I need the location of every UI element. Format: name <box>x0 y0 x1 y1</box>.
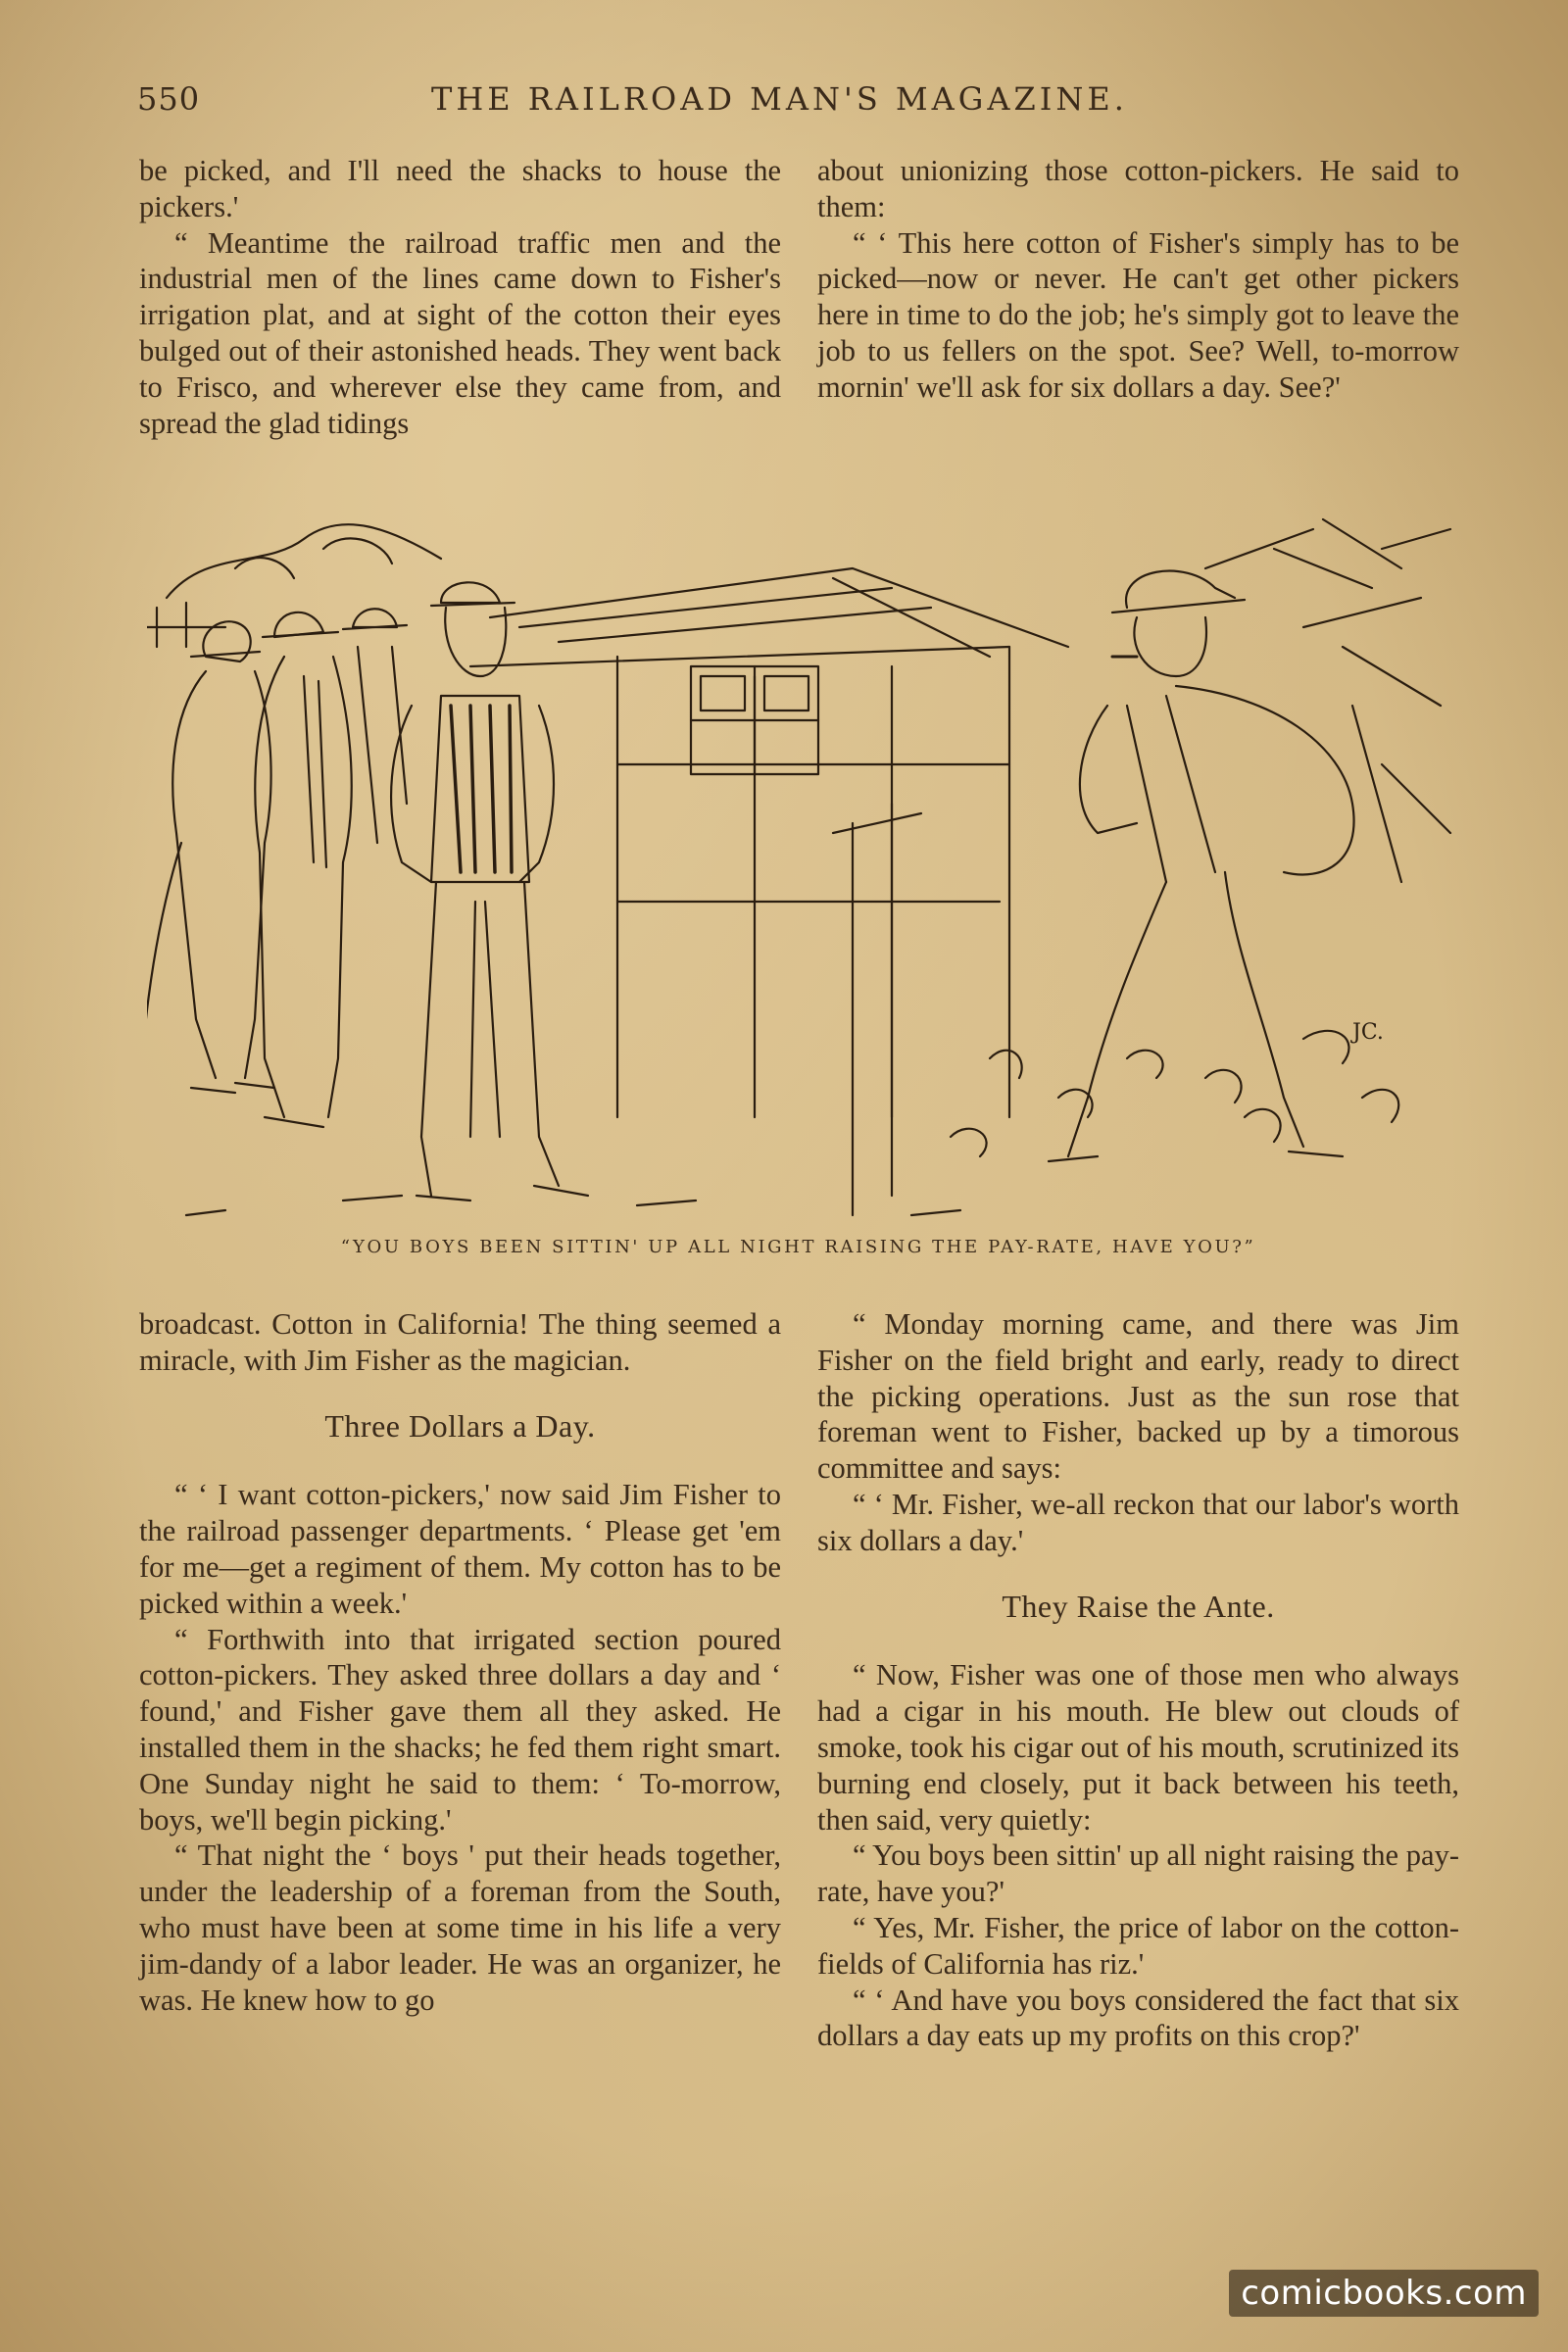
paragraph: about unionizing those cotton-pickers. He said to them: <box>817 154 1459 223</box>
paragraph: “ You boys been sittin' up all night raising the pay-rate, have you?' <box>817 1838 1459 1909</box>
paragraph: “ Now, Fisher was one of those men who always had a cigar in his mouth. He blew out clouds of smoke, took his cigar out of his mouth, scrutinized its burning end closely, put it back between his teeth, then said, very quietly: <box>817 1658 1459 1837</box>
section-subhead: Three Dollars a Day. <box>324 1407 596 1444</box>
site-watermark: comicbooks.com <box>1229 2270 1539 2317</box>
paragraph: “ Meantime the railroad traffic men and the industrial men of the lines came down to Fisher's irrigation plat, and at sight of the cotton their eyes bulged out of their astonished heads. They went back to Frisco, and wherever else they came from, and spread the glad tidings <box>139 225 781 440</box>
running-head: THE RAILROAD MAN'S MAGAZINE. <box>431 80 1128 118</box>
section-subhead: They Raise the Ante. <box>1002 1588 1275 1624</box>
top-right-column <box>817 153 1459 406</box>
bottom-left-column <box>139 1306 781 2018</box>
page-header <box>137 80 1455 120</box>
paragraph: “ ‘ I want cotton-pickers,' now said Jim Fisher to the railroad passenger departments. ‘ Please get 'em for me—get a regiment of them. My cotton has to be picked within a week.' <box>139 1478 781 1620</box>
paragraph: be picked, and I'll need the shacks to house the pickers.' <box>139 154 781 223</box>
paragraph: “ ‘ Mr. Fisher, we-all reckon that our labor's worth six dollars a day.' <box>817 1487 1459 1557</box>
paragraph: “ Monday morning came, and there was Jim Fisher on the field bright and early, ready to direct the picking operations. Just as the sun rose that foreman went to Fisher, backed up by a timorous committee and says: <box>817 1307 1459 1486</box>
paragraph: “ Yes, Mr. Fisher, the price of labor on the cotton-fields of California has riz.' <box>817 1910 1459 1981</box>
illustration-cotton-pickers <box>147 510 1460 1230</box>
paragraph: “ That night the ‘ boys ' put their heads together, under the leadership of a foreman from the South, who must have been at some time in his life a very jim-dandy of a labor leader. He was an organizer, he was. He knew how to go <box>139 1838 781 2017</box>
paragraph: broadcast. Cotton in California! The thing seemed a miracle, with Jim Fisher as the magician. <box>139 1307 781 1377</box>
paragraph: “ ‘ This here cotton of Fisher's simply has to be picked—now or never. He can't get other pickers here in time to do the job; he's simply got to leave the job to us fellers on the spot. See? Well, to-morrow mornin' we'll ask for six dollars a day. See?' <box>817 225 1459 404</box>
bottom-right-column <box>817 1306 1459 2054</box>
page-number: 550 <box>137 80 201 118</box>
top-left-column <box>139 153 781 441</box>
illustration-caption: “YOU BOYS BEEN SITTIN' UP ALL NIGHT RAISING THE PAY-RATE, HAVE YOU?” <box>340 1237 1256 1257</box>
svg-text:JC.: JC. <box>1352 1020 1384 1045</box>
paragraph: “ ‘ And have you boys considered the fact that six dollars a day eats up my profits on this crop?' <box>817 1983 1459 2053</box>
paragraph: “ Forthwith into that irrigated section poured cotton-pickers. They asked three dollars a day and ‘ found,' and Fisher gave them all they asked. He installed them in the shacks; he fed them right smart. One Sunday night he said to them: ‘ To-morrow, boys, we'll begin picking.' <box>139 1622 781 1837</box>
